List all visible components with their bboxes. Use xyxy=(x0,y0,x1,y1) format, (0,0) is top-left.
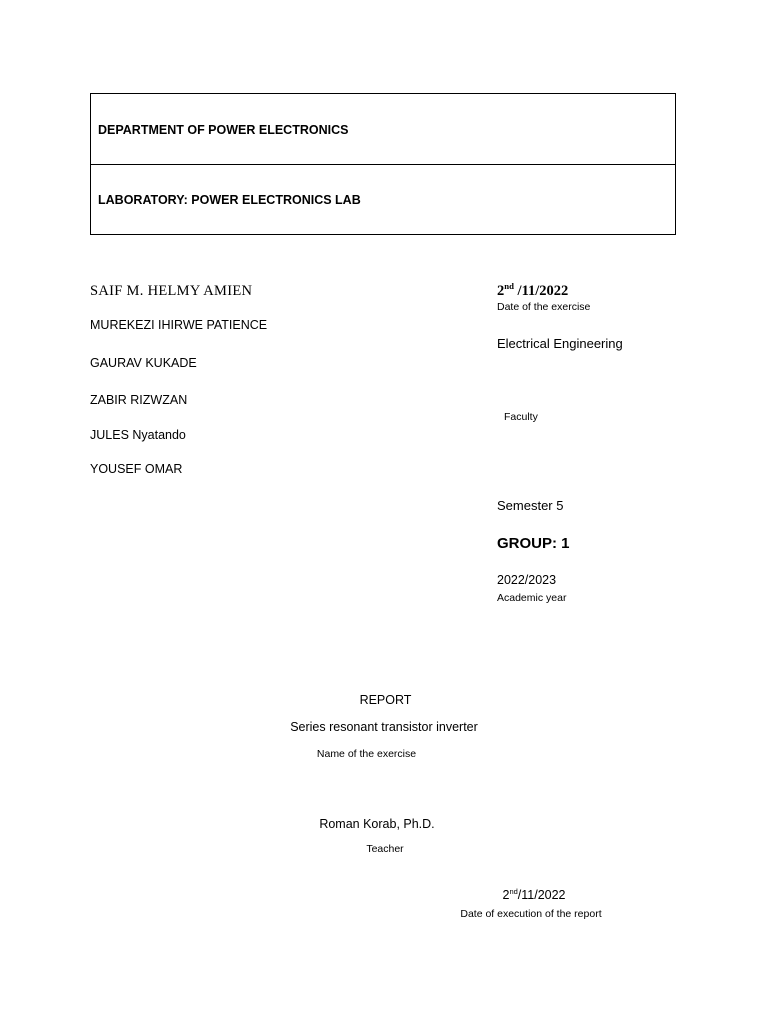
execution-date-day: 2 xyxy=(502,888,510,902)
exercise-date-label: Date of the exercise xyxy=(497,301,591,313)
execution-date xyxy=(0,888,768,902)
member-name: JULES Nyatando xyxy=(90,428,186,442)
exercise-date-day: 2 xyxy=(497,283,505,299)
exercise-date-suffix: nd xyxy=(504,281,514,292)
academic-year-value: 2022/2023 xyxy=(497,573,557,587)
execution-date-suffix: nd xyxy=(509,886,518,896)
exercise-date-rest: /11/2022 xyxy=(513,283,569,299)
header-table xyxy=(90,93,676,235)
report-heading: REPORT xyxy=(359,693,412,707)
exercise-date xyxy=(497,283,568,300)
member-name: ZABIR RIZWZAN xyxy=(90,393,188,407)
faculty-value: Electrical Engineering xyxy=(497,336,623,351)
semester: Semester 5 xyxy=(497,498,564,513)
academic-year-label: Academic year xyxy=(497,592,567,604)
laboratory-title: LABORATORY: POWER ELECTRONICS LAB xyxy=(98,193,361,207)
exercise-name-label: Name of the exercise xyxy=(316,748,417,760)
member-name: GAURAV KUKADE xyxy=(90,356,197,370)
member-name: YOUSEF OMAR xyxy=(90,462,183,476)
teacher-label: Teacher xyxy=(366,843,404,855)
department-row xyxy=(91,94,675,165)
faculty-label: Faculty xyxy=(504,411,538,423)
teacher-name: Roman Korab, Ph.D. xyxy=(319,817,435,831)
group-number: GROUP: 1 xyxy=(497,535,570,552)
member-name: MUREKEZI IHIRWE PATIENCE xyxy=(90,318,268,332)
laboratory-row xyxy=(91,165,675,236)
exercise-name: Series resonant transistor inverter xyxy=(290,720,478,734)
execution-date-label: Date of execution of the report xyxy=(460,908,602,920)
department-title: DEPARTMENT OF POWER ELECTRONICS xyxy=(98,123,349,137)
member-name: SAIF M. HELMY AMIEN xyxy=(90,283,253,299)
execution-date-rest: /11/2022 xyxy=(517,888,566,902)
